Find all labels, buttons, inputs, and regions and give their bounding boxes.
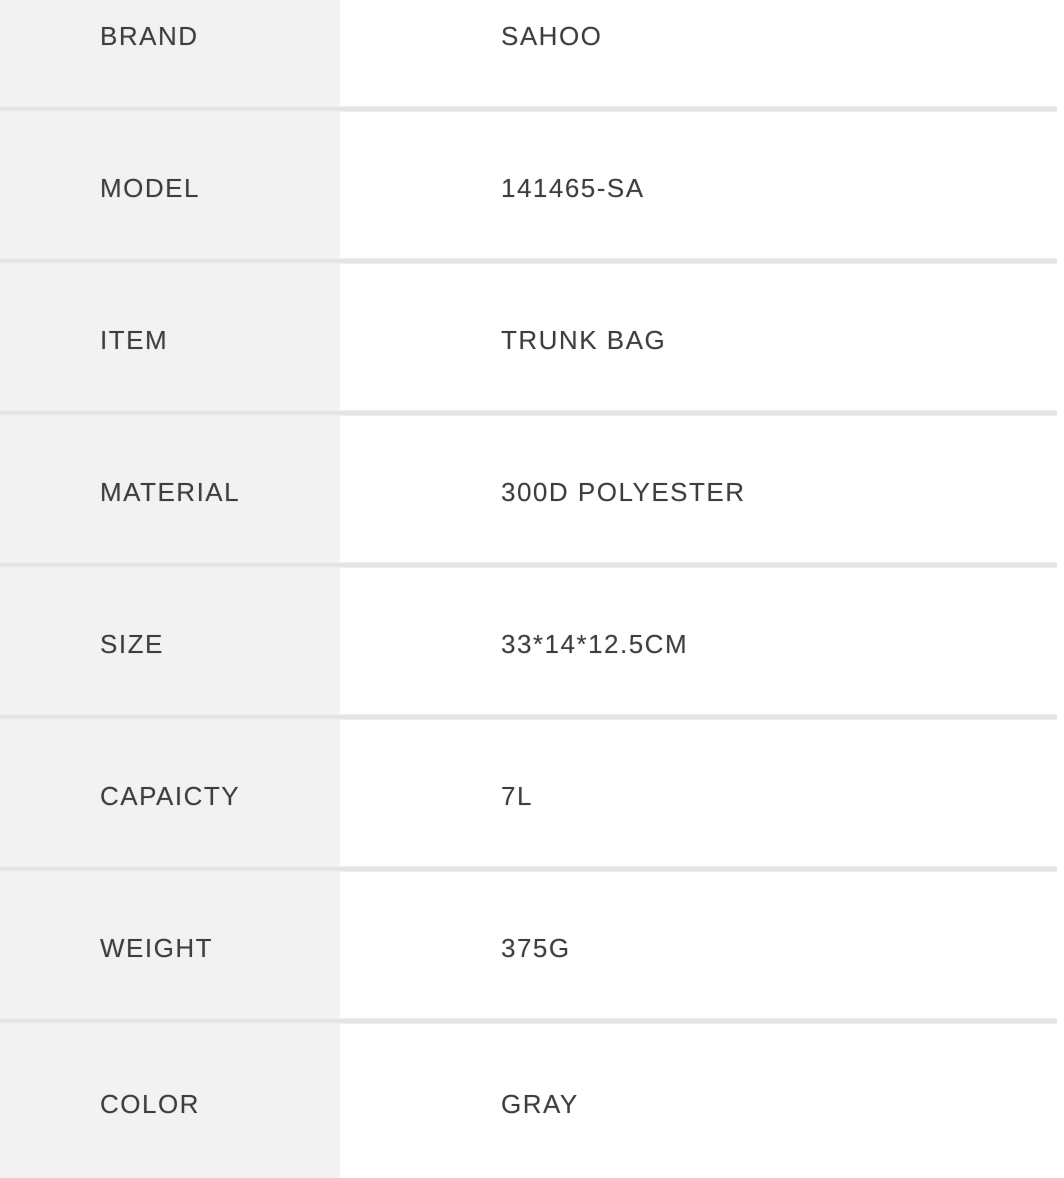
spec-value-cell: [340, 1024, 1064, 1178]
spec-value-color: GRAY: [501, 1088, 579, 1119]
spec-value-model: 141465-SA: [501, 172, 645, 203]
spec-label-weight: WEIGHT: [100, 932, 213, 963]
spec-value-cell: [340, 568, 1064, 720]
spec-value-weight: 375G: [501, 932, 571, 963]
spec-label-cell: [0, 872, 340, 1024]
spec-value-cell: [340, 872, 1064, 1024]
spec-row-item: [0, 264, 1064, 416]
spec-label-item: ITEM: [100, 324, 169, 355]
spec-label-cell: [0, 1024, 340, 1178]
spec-row-capacity: [0, 720, 1064, 872]
spec-value-material: 300D POLYESTER: [501, 476, 746, 507]
spec-value-size: 33*14*12.5CM: [501, 628, 689, 659]
spec-value-item: TRUNK BAG: [501, 324, 667, 355]
spec-value-cell: [340, 112, 1064, 264]
spec-row-weight: [0, 872, 1064, 1024]
spec-value-capacity: 7L: [501, 780, 533, 811]
spec-label-cell: [0, 264, 340, 416]
spec-row-brand: [0, 0, 1064, 112]
spec-label-material: MATERIAL: [100, 476, 241, 507]
spec-label-cell: [0, 416, 340, 568]
spec-label-cell: [0, 0, 340, 112]
spec-label-brand: BRAND: [100, 20, 199, 51]
spec-label-color: COLOR: [100, 1088, 200, 1119]
spec-row-material: [0, 416, 1064, 568]
spec-value-cell: [340, 264, 1064, 416]
spec-value-cell: [340, 720, 1064, 872]
spec-label-size: SIZE: [100, 628, 164, 659]
spec-label-cell: [0, 568, 340, 720]
spec-label-model: MODEL: [100, 172, 200, 203]
spec-row-color: [0, 1024, 1064, 1178]
spec-label-capacity: CAPAICTY: [100, 780, 241, 811]
spec-row-model: [0, 112, 1064, 264]
spec-value-brand: SAHOO: [501, 20, 603, 51]
spec-row-size: [0, 568, 1064, 720]
spec-value-cell: [340, 416, 1064, 568]
spec-label-cell: [0, 720, 340, 872]
spec-value-cell: [340, 0, 1064, 112]
spec-label-cell: [0, 112, 340, 264]
